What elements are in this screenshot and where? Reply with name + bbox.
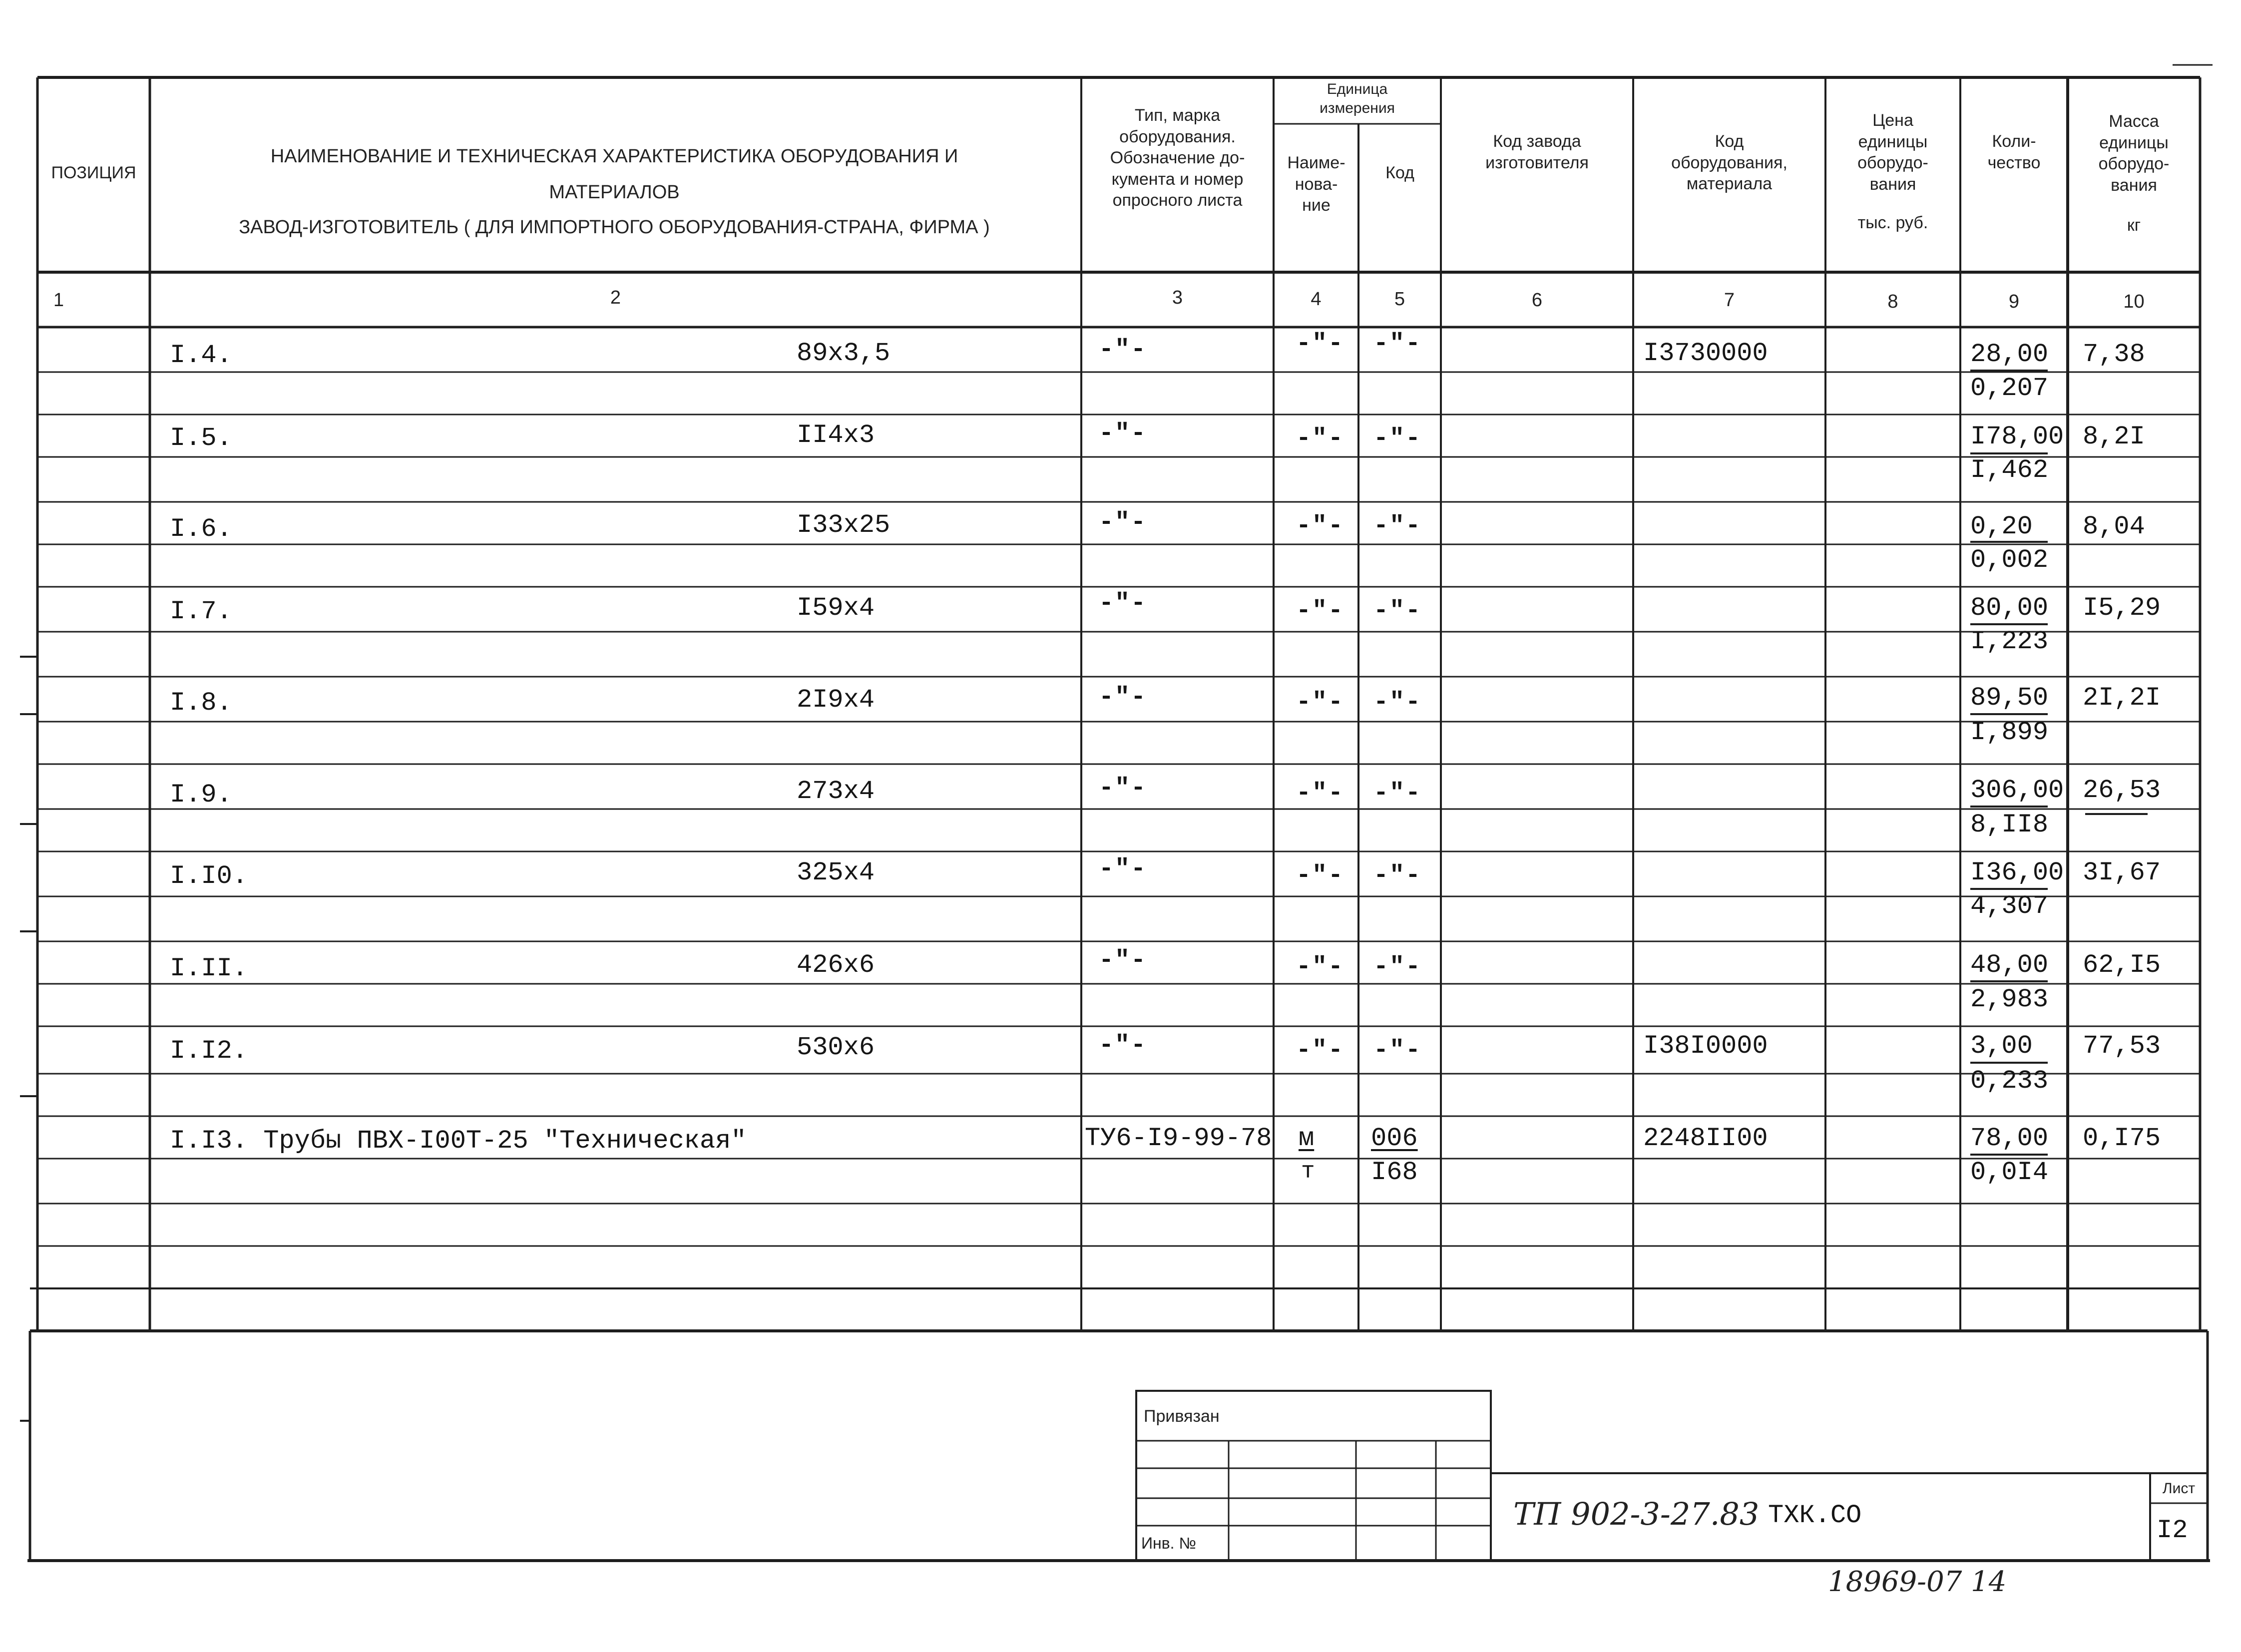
colnum-5: 5 [1394,289,1405,310]
header-unit-group: Единица измерения [1320,81,1395,116]
header-position: ПОЗИЦИЯ [51,163,136,182]
row-equipment-code: I3730000 [1643,339,1768,368]
row-doc-ditto: -"- [1099,589,1147,618]
colnum-9: 9 [2008,291,2020,312]
row-size: I59x4 [797,593,875,623]
row-position-name: I.8. [170,688,232,718]
row-quantity: I78,00 [1970,422,2064,451]
header-mass: Масса единицы оборудо- вания [2098,112,2170,195]
row-code-ditto: -"- [1373,953,1422,981]
row-mass: 62,I5 [2083,950,2161,980]
row-quantity-tons: 2,983 [1970,985,2049,1014]
row-quantity-tons: I,223 [1970,627,2049,656]
row-position-name: I.5. [170,423,232,453]
row-size: 426x6 [797,950,875,980]
row-quantity-tons: 0,207 [1970,374,2049,403]
row-mass: 8,2I [2083,422,2145,451]
row-quantity-tons: 0,002 [1970,545,2049,575]
row-mass: 8,04 [2083,512,2145,541]
header-price-unit: тыс. руб. [1857,213,1928,232]
header-unit-name: Наиме- нова- ние [1287,153,1345,215]
row-code-ditto: -"- [1373,688,1422,717]
row-doc-ditto: -"- [1099,683,1147,712]
stamp-sheet-number: I2 [2157,1516,2188,1545]
row-unit-ditto: -"- [1296,1036,1345,1065]
colnum-8: 8 [1887,291,1898,312]
stamp-privyazan: Привязан [1144,1407,1220,1426]
row-mass: 77,53 [2083,1031,2161,1061]
row-doc-ditto: -"- [1099,419,1147,448]
row-position-name: I.II. [170,954,248,983]
row-quantity: 78,00 [1970,1124,2049,1153]
row-size: 2I9x4 [797,685,875,715]
row-doc-ditto: -"- [1099,946,1147,975]
colnum-3: 3 [1172,287,1183,308]
row-unit-ditto: -"- [1296,861,1345,890]
row-unit-ditto: -"- [1296,953,1345,981]
header-unit-code: Код [1385,163,1414,182]
row-quantity-tons: 0,233 [1970,1066,2049,1096]
header-quantity: Коли- чество [1987,132,2041,172]
row-unit: м [1299,1124,1315,1153]
row-position-name: I.I0. [170,861,248,891]
row-unit-ditto: -"- [1296,512,1345,540]
row-position-name: I.4. [170,341,232,370]
row-unit-ditto: -"- [1296,779,1345,808]
row-doc-ditto: -"- [1099,336,1147,364]
header-type: Тип, марка оборудования. Обозначение до- кумента и номер опросного листа [1110,106,1245,210]
row-quantity: 48,00 [1970,950,2049,980]
row-unit-tons: т [1301,1159,1315,1185]
row-equipment-code: 2248II00 [1643,1124,1768,1153]
row-size: I33x25 [797,510,891,540]
row-code-ditto: -"- [1373,861,1422,890]
row-quantity: 89,50 [1970,683,2049,713]
row-code-tons: I68 [1371,1158,1418,1187]
row-doc-ditto: -"- [1099,1031,1147,1060]
row-unit-ditto: -"- [1296,424,1345,453]
row-doc-ditto: -"- [1099,774,1147,803]
row-unit-ditto: -"- [1296,688,1345,717]
row-code-ditto: -"- [1373,512,1422,540]
colnum-2: 2 [610,287,621,308]
row-quantity-tons: I,462 [1970,455,2049,485]
colnum-7: 7 [1724,290,1735,311]
colnum-4: 4 [1311,289,1322,310]
row-position-name: I.I3. Трубы ПВХ-I00Т-25 "Техническая" [170,1126,747,1156]
row-quantity-tons: 0,0I4 [1970,1158,2049,1187]
row-quantity: 306,00 [1970,776,2064,805]
row-size: 325x4 [797,858,875,887]
stamp-doc-code: ТП 902-3-27.83 [1513,1496,1760,1532]
header-name-line3: ЗАВОД-ИЗГОТОВИТЕЛЬ ( ДЛЯ ИМПОРТНОГО ОБОРУДОВАНИЯ-СТРАНА, ФИРМА ) [239,217,990,238]
row-quantity-tons: I,899 [1970,718,2049,747]
row-position-name: I.7. [170,597,232,626]
row-size: II4x3 [797,420,875,450]
header-price: Цена единицы оборудо- вания [1857,111,1928,194]
row-unit-ditto: -"- [1296,597,1345,625]
row-size: 273x4 [797,777,875,806]
stamp-doc-type: ТХК.СО [1768,1501,1862,1530]
header-name-line1: НАИМЕНОВАНИЕ И ТЕХНИЧЕСКАЯ ХАРАКТЕРИСТИКА ОБОРУДОВАНИЯ И [270,146,958,167]
row-position-name: I.6. [170,514,232,544]
header-manufacturer-code: Код завода изготовителя [1485,132,1589,172]
row-unit-ditto: -"- [1296,330,1345,358]
row-quantity: I36,00 [1970,858,2064,887]
stamp-inv-number: Инв. № [1141,1534,1196,1552]
row-mass: 0,I75 [2083,1124,2161,1153]
row-equipment-code: I38I0000 [1643,1031,1768,1061]
row-mass: I5,29 [2083,593,2161,623]
header-equipment-code: Код оборудования, материала [1671,132,1788,193]
row-quantity: 0,20 [1970,512,2033,541]
bottom-archive-number: 18969-07 14 [1828,1566,2007,1598]
row-position-name: I.I2. [170,1036,248,1066]
row-code-ditto: -"- [1373,779,1422,808]
row-doc-ditto: -"- [1099,508,1147,537]
row-code-ditto: -"- [1373,424,1422,453]
row-quantity: 80,00 [1970,593,2049,623]
row-quantity-tons: 4,307 [1970,891,2049,921]
row-quantity: 28,00 [1970,340,2049,369]
row-size: 530x6 [797,1033,875,1062]
row-doc: ТУ6-I9-99-78 [1085,1124,1272,1153]
colnum-6: 6 [1531,290,1543,311]
row-code: 006 [1371,1124,1418,1153]
colnum-10: 10 [2123,291,2145,312]
row-mass: 2I,2I [2083,683,2161,713]
row-mass: 3I,67 [2083,858,2161,887]
row-code-ditto: -"- [1373,1036,1422,1065]
row-doc-ditto: -"- [1099,855,1147,883]
row-quantity-tons: 8,II8 [1970,810,2049,839]
row-size: 89x3,5 [797,339,891,368]
header-name-line2: МАТЕРИАЛОВ [549,182,680,203]
row-position-name: I.9. [170,780,232,810]
stamp-sheet-label: Лист [2162,1480,2196,1497]
header-mass-unit: кг [2127,216,2141,235]
row-code-ditto: -"- [1373,330,1422,358]
row-mass: 7,38 [2083,340,2145,369]
row-mass: 26,53 [2083,776,2161,805]
colnum-1: 1 [53,290,64,311]
row-code-ditto: -"- [1373,597,1422,625]
row-quantity: 3,00 [1970,1031,2033,1061]
